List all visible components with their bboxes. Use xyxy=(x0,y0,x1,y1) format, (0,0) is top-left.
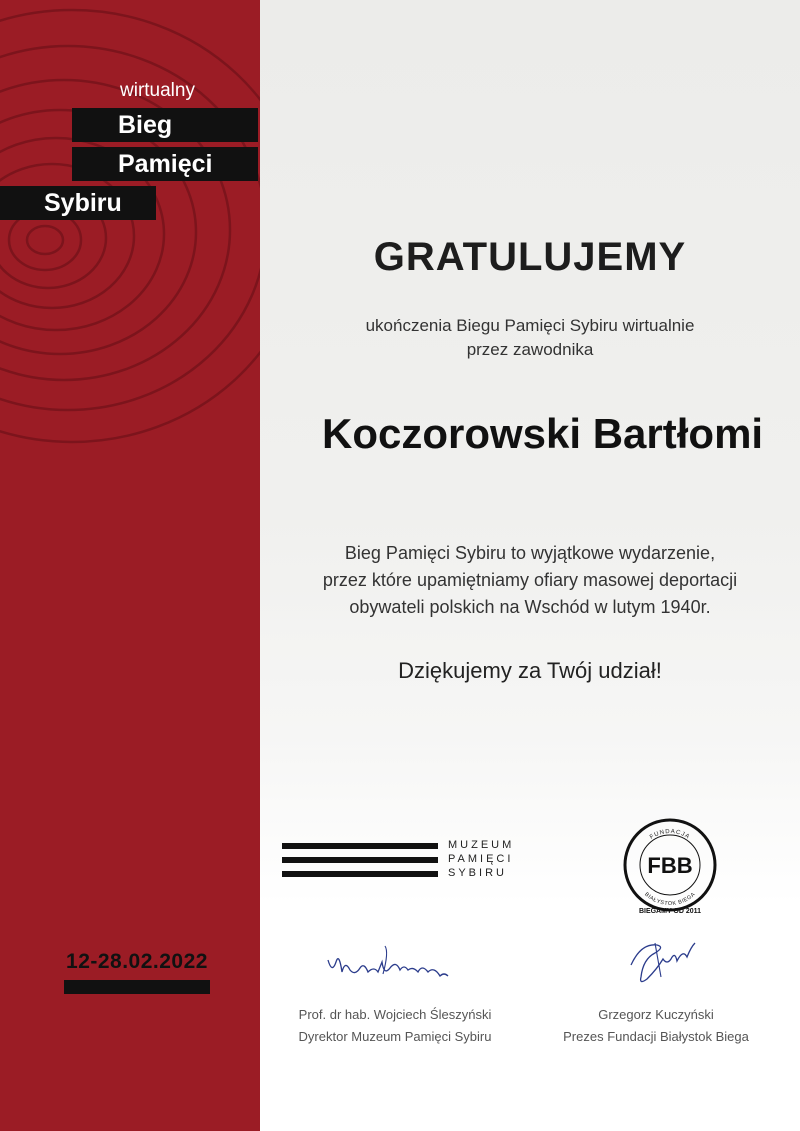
participant-name: Koczorowski Bartłomi xyxy=(322,410,764,457)
muzeum-line-1: MUZEUM xyxy=(448,839,515,851)
date-underline-bar xyxy=(64,980,210,994)
signature-left xyxy=(325,942,460,982)
signatory-right xyxy=(520,1004,792,1048)
fbb-ring-bottom-text: BIAŁYSTOK BIEGA xyxy=(643,891,697,908)
description-line-1: Bieg Pamięci Sybiru to wyjątkowe wydarzenie, xyxy=(344,543,716,563)
brand-small-label: wirtualny xyxy=(120,80,195,101)
brand-bar-bieg: Bieg xyxy=(72,108,258,142)
fbb-logo xyxy=(620,815,720,915)
muzeum-line-3: SYBIRU xyxy=(448,867,507,879)
tree-rings-decoration xyxy=(0,0,260,480)
event-description xyxy=(260,540,800,621)
event-date: 12-28.02.2022 xyxy=(66,950,208,973)
certificate-subtitle xyxy=(260,314,800,362)
brand-bar-pamieci: Pamięci xyxy=(72,147,258,181)
fbb-mark: FBB xyxy=(647,853,693,878)
signatory-right-role: Prezes Fundacji Białystok Biega xyxy=(563,1029,749,1044)
thank-you-message: Dziękujemy za Twój udział! xyxy=(398,658,662,683)
signatory-left xyxy=(260,1004,530,1048)
signatory-right-name: Grzegorz Kuczyński xyxy=(598,1007,714,1022)
certificate-headline: GRATULUJEMY xyxy=(373,235,687,279)
signatory-left-role: Dyrektor Muzeum Pamięci Sybiru xyxy=(298,1029,492,1044)
signatory-left-name: Prof. dr hab. Wojciech Śleszyński xyxy=(298,1007,492,1022)
description-line-2: przez które upamiętniamy ofiary masowej deportacji xyxy=(322,570,738,590)
fbb-ring-top-text: FUNDACJA xyxy=(649,828,691,841)
muzeum-line-2: PAMIĘCI xyxy=(448,853,514,865)
sidebar xyxy=(0,0,260,1131)
brand-bar-sybiru: Sybiru xyxy=(0,186,156,220)
muzeum-logo-stripes xyxy=(282,843,438,885)
description-line-3: obywateli polskich na Wschód w lutym 1940r. xyxy=(349,597,711,617)
muzeum-logo-text xyxy=(448,838,514,880)
subtitle-line-2: przez zawodnika xyxy=(466,340,594,359)
signature-right xyxy=(625,935,705,985)
subtitle-line-1: ukończenia Biegu Pamięci Sybiru wirtualnie xyxy=(365,316,695,335)
fbb-tagline: BIEGAMY OD 2011 xyxy=(638,908,702,915)
